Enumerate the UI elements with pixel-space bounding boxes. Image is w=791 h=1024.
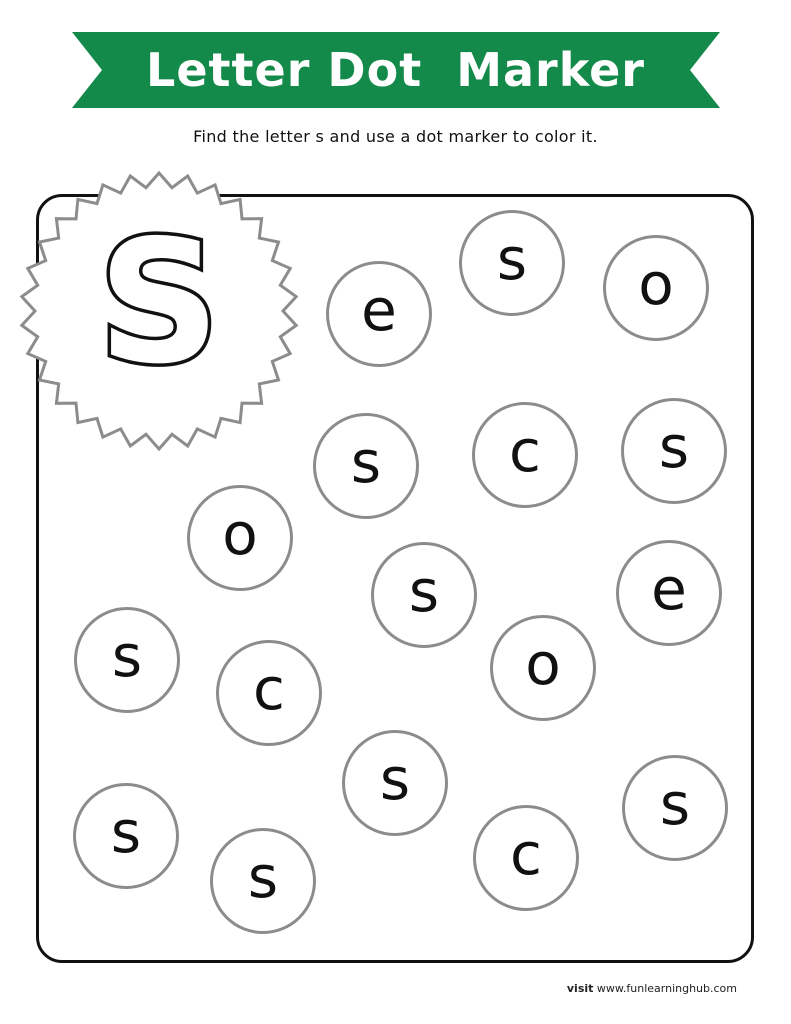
dot-letter: s bbox=[379, 745, 411, 813]
letter-dot[interactable] bbox=[473, 805, 579, 911]
dot-letter: s bbox=[659, 770, 691, 838]
instruction-text: Find the letter s and use a dot marker to color it. bbox=[193, 127, 598, 146]
dot-letter: s bbox=[110, 798, 142, 866]
dot-letter: s bbox=[247, 843, 279, 911]
dot-letter: e bbox=[361, 276, 397, 344]
dot-letter: e bbox=[651, 555, 687, 623]
footer bbox=[567, 982, 737, 995]
letter-dot[interactable] bbox=[490, 615, 596, 721]
dot-letter: c bbox=[510, 820, 542, 888]
target-letter: S bbox=[97, 204, 221, 402]
letter-dot[interactable] bbox=[74, 607, 180, 713]
dot-letter: s bbox=[658, 413, 690, 481]
letter-dot[interactable] bbox=[622, 755, 728, 861]
footer-visit-label: visit bbox=[566, 982, 594, 995]
dot-letter: c bbox=[253, 655, 285, 723]
footer-url[interactable]: www.funlearninghub.com bbox=[596, 982, 737, 995]
letter-dot[interactable] bbox=[342, 730, 448, 836]
letter-dot[interactable] bbox=[603, 235, 709, 341]
dot-letter: o bbox=[525, 630, 561, 698]
letter-dot[interactable] bbox=[621, 398, 727, 504]
page-title: Letter Dot Marker bbox=[146, 43, 645, 97]
dot-letter: s bbox=[350, 428, 382, 496]
title-banner bbox=[0, 0, 791, 120]
dot-letter: o bbox=[222, 500, 258, 568]
dot-letter: c bbox=[509, 417, 541, 485]
letter-dot[interactable] bbox=[371, 542, 477, 648]
dot-letter: o bbox=[638, 250, 674, 318]
target-letter-badge bbox=[14, 166, 304, 456]
letter-dot[interactable] bbox=[73, 783, 179, 889]
letter-dot[interactable] bbox=[216, 640, 322, 746]
letter-dot[interactable] bbox=[210, 828, 316, 934]
letter-dot[interactable] bbox=[459, 210, 565, 316]
letter-dot[interactable] bbox=[616, 540, 722, 646]
dot-letter: s bbox=[496, 225, 528, 293]
letter-dot[interactable] bbox=[313, 413, 419, 519]
letter-dot[interactable] bbox=[472, 402, 578, 508]
dot-letter: s bbox=[111, 622, 143, 690]
dot-letter: s bbox=[408, 557, 440, 625]
letter-dot[interactable] bbox=[187, 485, 293, 591]
letter-dot[interactable] bbox=[326, 261, 432, 367]
